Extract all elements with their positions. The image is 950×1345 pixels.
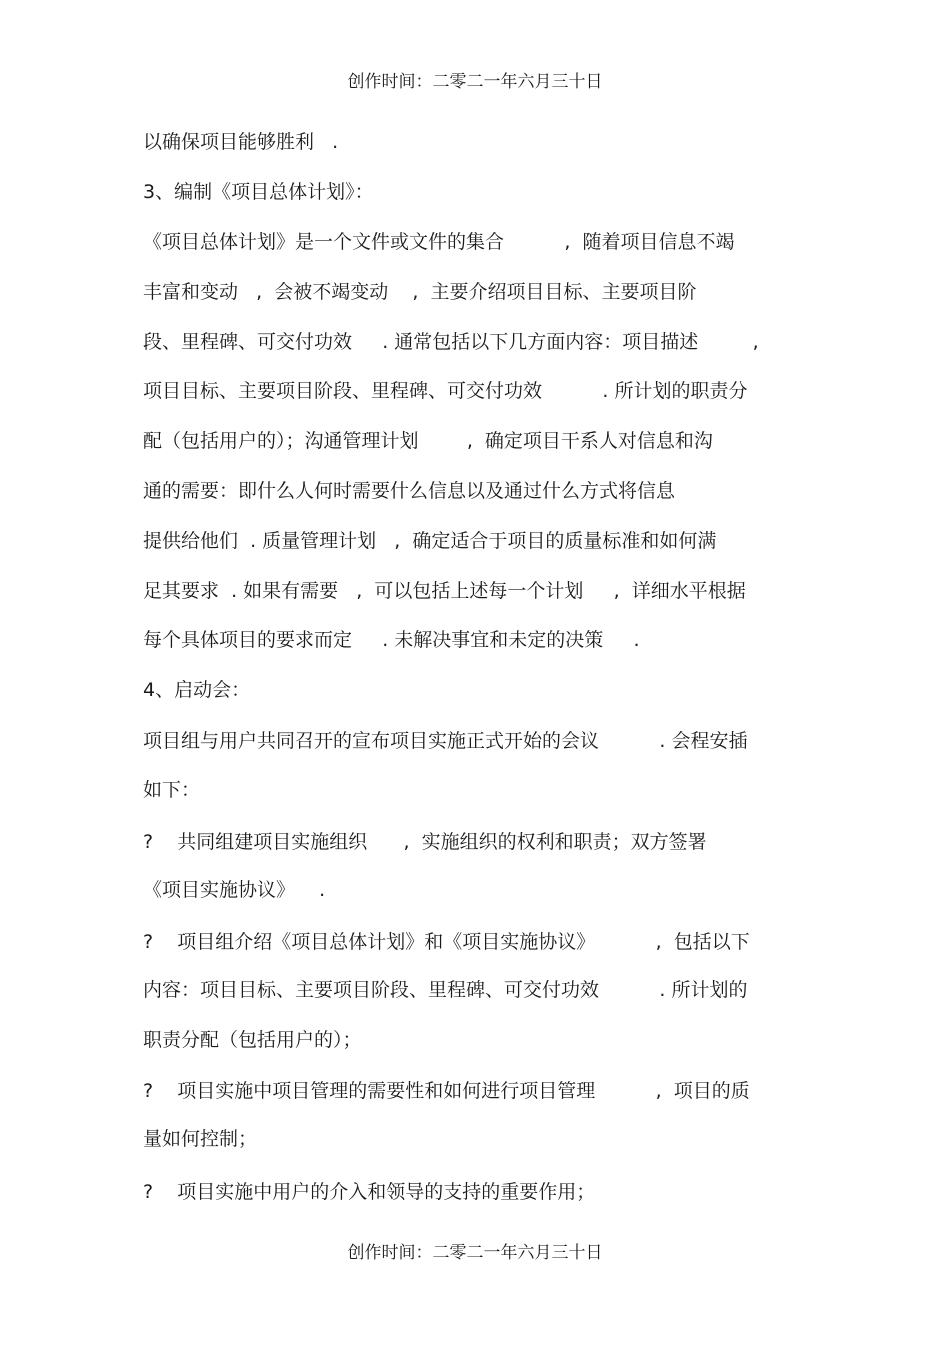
body-line-4: 丰富和变动 , 会被不竭变动 , 主要介绍项目目标、主要项目阶 <box>143 281 697 303</box>
body-line-7: 配（包括用户的）；沟通管理计划 , 确定项目干系人对信息和沟 <box>143 430 713 452</box>
list-item-2-line-1: ? 项目组介绍《项目总体计划》和《项目实施协议》 , 包括以下 <box>143 931 750 953</box>
list-item-1-line-2: 《项目实施协议》 . <box>143 879 326 901</box>
list-item-3-line-1: ? 项目实施中项目管理的需要性和如何进行项目管理 , 项目的质 <box>143 1080 750 1102</box>
body-line-10: 足其要求 . 如果有需要 , 可以包括上述每一个计划 , 详细水平根据 <box>143 580 746 602</box>
page-header: 创作时间：二零二一年六月三十日 <box>347 72 603 92</box>
list-item-2-line-2: 内容：项目目标、主要项目阶段、里程碑、可交付功效 . 所计划的 <box>143 979 748 1001</box>
list-item-4-line-1: ? 项目实施中用户的介入和领导的支持的重要作用； <box>143 1181 596 1203</box>
body-line-1: 以确保项目能够胜利 . <box>143 131 339 153</box>
body-line-11: 每个具体项目的要求而定 . 未解决事宜和未定的决策 . <box>143 629 640 651</box>
body-line-3: 《项目总体计划》是一个文件或文件的集合 , 随着项目信息不竭 <box>143 231 735 253</box>
body-line-8: 通的需要：即什么人何时需要什么信息以及通过什么方式将信息 <box>143 480 676 502</box>
list-item-3-line-2: 量如何控制； <box>143 1128 258 1150</box>
section-heading-3: 3、编制《项目总体计划》： <box>143 181 374 203</box>
body-line-5: 段、里程碑、可交付功效 . 通常包括以下几方面内容：项目描述 , <box>143 331 759 353</box>
list-item-1-line-1: ? 共同组建项目实施组织 , 实施组织的权利和职责；双方签署 <box>143 831 707 853</box>
body-line-14: 如下： <box>143 779 201 801</box>
body-line-13: 项目组与用户共同召开的宣布项目实施正式开始的会议 . 会程安插 <box>143 730 748 752</box>
body-line-9: 提供给他们 . 质量管理计划 , 确定适合于项目的质量标准和如何满 <box>143 530 717 552</box>
body-line-6: 项目目标、主要项目阶段、里程碑、可交付功效 . 所计划的职责分 <box>143 380 748 402</box>
section-heading-4: 4、启动会： <box>143 679 251 701</box>
list-item-2-line-3: 职责分配（包括用户的）； <box>143 1029 362 1051</box>
page-footer: 创作时间：二零二一年六月三十日 <box>347 1243 603 1263</box>
